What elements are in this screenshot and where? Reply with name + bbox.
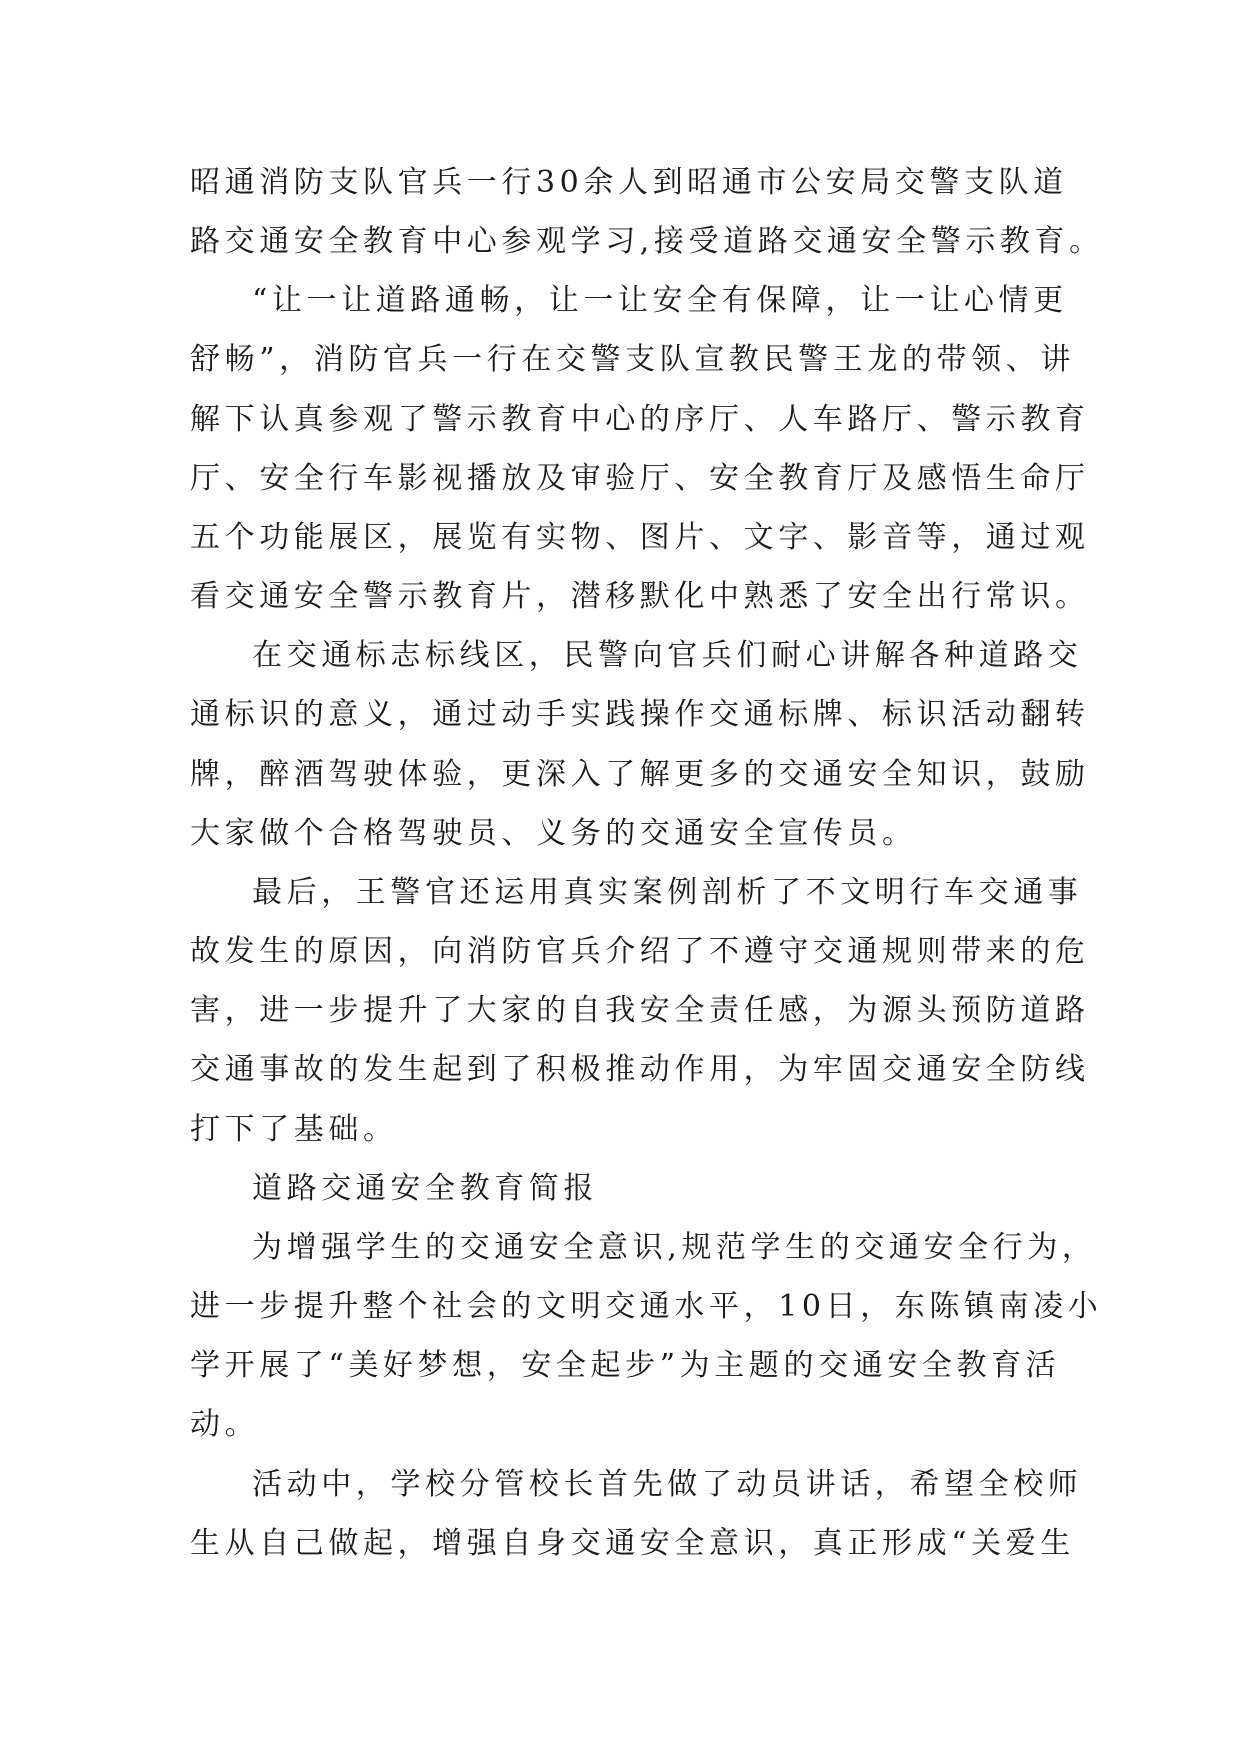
paragraph-start-line: 在交通标志标线区，民警向官兵们耐心讲解各种道路交	[252, 638, 1083, 673]
text-line: 厅、安全行车影视播放及审验厅、安全教育厅及感悟生命厅	[190, 461, 1090, 496]
text-line: 牌，醉酒驾驶体验，更深入了解更多的交通安全知识，鼓励	[190, 757, 1090, 792]
text-line: 害，进一步提升了大家的自我安全责任感，为源头预防道路	[190, 993, 1090, 1028]
text-line: 解下认真参观了警示教育中心的序厅、人车路厅、警示教育	[190, 402, 1090, 437]
text-line: 进一步提升整个社会的文明交通水平，10日，东陈镇南凌小	[190, 1289, 1103, 1324]
paragraph-start-line: 活动中，学校分管校长首先做了动员讲话，希望全校师	[252, 1467, 1083, 1502]
paragraph-start-line: “让一让道路通畅，让一让安全有保障，让一让心情更	[252, 283, 1068, 318]
text-line: 交通事故的发生起到了积极推动作用，为牢固交通安全防线	[190, 1052, 1090, 1087]
text-line: 昭通消防支队官兵一行30余人到昭通市公安局交警支队道	[190, 165, 1068, 200]
text-line: 故发生的原因，向消防官兵介绍了不遵守交通规则带来的危	[190, 934, 1090, 969]
text-line: 五个功能展区，展览有实物、图片、文字、影音等，通过观	[190, 520, 1090, 555]
text-line: 路交通安全教育中心参观学习,接受道路交通安全警示教育。	[190, 224, 1104, 259]
text-line: 大家做个合格驾驶员、义务的交通安全宣传员。	[190, 816, 917, 851]
text-line: 打下了基础。	[190, 1112, 398, 1147]
text-line: 动。	[190, 1407, 260, 1442]
text-line: 舒畅”，消防官兵一行在交警支队宣教民警王龙的带领、讲	[190, 342, 1075, 377]
text-line: 看交通安全警示教育片，潜移默化中熟悉了安全出行常识。	[190, 579, 1090, 614]
paragraph-start-line: 最后，王警官还运用真实案例剖析了不文明行车交通事	[252, 875, 1083, 910]
text-line: 通标识的意义，通过动手实践操作交通标牌、标识活动翻转	[190, 697, 1090, 732]
text-line: 生从自己做起，增强自身交通安全意识，真正形成“关爱生	[190, 1526, 1075, 1561]
text-line: 学开展了“美好梦想，安全起步”为主题的交通安全教育活	[190, 1348, 1061, 1383]
section-heading: 道路交通安全教育简报	[252, 1171, 598, 1206]
paragraph-start-line: 为增强学生的交通安全意识,规范学生的交通安全行为，	[252, 1230, 1097, 1265]
